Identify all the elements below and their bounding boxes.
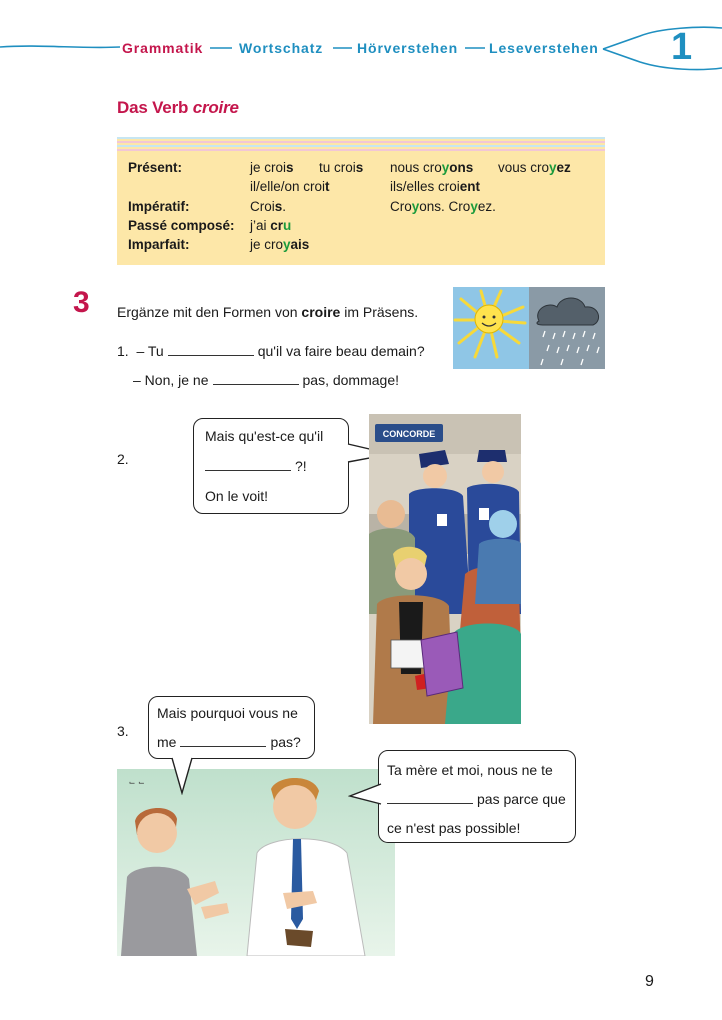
item-2-number: 2. (117, 451, 129, 467)
grammar-table (117, 137, 605, 265)
passe-compose-label: Passé composé: (128, 218, 235, 233)
item-text: qu'il va faire beau demain? (257, 343, 425, 359)
present-je: je crois (250, 160, 294, 175)
bubble-tail (168, 757, 198, 795)
exercise-number: 3 (73, 286, 90, 319)
present-il: il/elle/on croit (250, 179, 330, 194)
bubble-text: ce n'est pas possible! (387, 820, 521, 836)
bubble-text: Ta mère et moi, nous ne te (387, 762, 553, 778)
present-vous: vous croyez (498, 160, 571, 175)
box-stripe (117, 141, 605, 143)
section-title-verb: croire (192, 98, 239, 117)
bubble-text: On le voit! (205, 488, 269, 504)
present-nous: nous croyons (390, 160, 474, 175)
answer-blank[interactable] (205, 458, 291, 471)
imperatif-label: Impératif: (128, 199, 190, 214)
nav-grammatik[interactable]: Grammatik (122, 40, 204, 56)
present-tu: tu crois (319, 160, 364, 175)
item-text: – Non, je ne (133, 372, 209, 388)
imparfait-value: je croyais (250, 237, 310, 252)
bubble-tail (348, 780, 382, 810)
item-1 (117, 343, 425, 359)
page-number: 9 (645, 973, 654, 990)
bubble-text: pas? (270, 734, 301, 750)
item-1-reply (133, 372, 399, 388)
bubble-text: ?! (295, 458, 307, 474)
answer-blank[interactable] (387, 791, 473, 804)
bubble-text: Mais pourquoi vous ne (157, 705, 298, 721)
instruction-text: im Präsens. (340, 304, 419, 320)
chapter-number: 1 (671, 26, 693, 68)
item-text: pas, dommage! (302, 372, 399, 388)
nav-hoerverstehen[interactable]: Hörverstehen (357, 40, 459, 56)
section-title (117, 98, 239, 118)
answer-blank[interactable] (213, 372, 299, 385)
instruction-verb: croire (301, 304, 341, 320)
imperatif-plural: Croyons. Croyez. (390, 199, 496, 214)
bubble-line (387, 791, 566, 807)
bubble-text: Mais qu'est-ce qu'il (205, 428, 324, 444)
bubble-text: me (157, 734, 177, 750)
box-stripe (117, 137, 605, 139)
section-title-prefix: Das Verb (117, 98, 193, 117)
bubble-text: pas parce que (477, 791, 566, 807)
present-label: Présent: (128, 160, 183, 175)
imperatif-singular: Crois. (250, 199, 287, 214)
answer-blank[interactable] (180, 734, 266, 747)
metro-police-illustration (369, 414, 521, 724)
item-text: – Tu (136, 343, 164, 359)
instruction-text: Ergänze mit den Formen von (117, 304, 302, 320)
passe-compose-value: j’ai cru (250, 218, 292, 233)
svg-text:՟ ՟: ՟ ՟ (129, 780, 145, 794)
bubble-line (157, 734, 301, 750)
bubble-line (205, 458, 307, 474)
answer-blank[interactable] (168, 343, 254, 356)
item-3-number: 3. (117, 723, 129, 739)
nav-wortschatz[interactable]: Wortschatz (239, 40, 324, 56)
nav-leseverstehen[interactable]: Leseverstehen (489, 40, 599, 56)
box-stripe (117, 145, 605, 147)
box-stripe (117, 149, 605, 151)
imparfait-label: Imparfait: (128, 237, 190, 252)
item-number: 1. (117, 343, 129, 359)
station-sign-text: CONCORDE (382, 429, 436, 439)
present-ils: ils/elles croient (390, 179, 481, 194)
weather-illustration (453, 287, 605, 369)
exercise-instruction (117, 304, 418, 320)
